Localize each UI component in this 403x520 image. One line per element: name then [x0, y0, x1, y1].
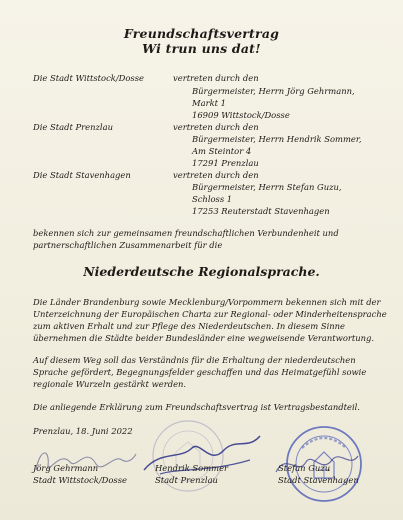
para2-line-1: Auf diesem Weg soll das Verständnis für die Erhaltung der niederdeutschen: [33, 355, 356, 365]
party-3-detail-3: 17253 Reuterstadt Stavenhagen: [192, 206, 330, 216]
party-2-rep: vertreten durch den: [173, 122, 259, 132]
party-2-detail-3: 17291 Prenzlau: [192, 158, 259, 168]
party-3-detail-1: Bürgermeister, Herrn Stefan Guzu,: [192, 182, 342, 192]
para1-line-1: Die Länder Brandenburg sowie Mecklenburg/Vorpommern bekennen sich mit der: [33, 297, 381, 307]
signatory-2-city: Stadt Prenzlau: [155, 475, 218, 485]
party-2-detail-2: Am Steintor 4: [192, 146, 252, 156]
place-date: Prenzlau, 18. Juni 2022: [33, 426, 133, 436]
party-2-detail-1: Bürgermeister, Herrn Hendrik Sommer,: [192, 134, 362, 144]
party-1-detail-1: Bürgermeister, Herrn Jörg Gehrmann,: [192, 86, 355, 96]
section-heading: Niederdeutsche Regionalsprache.: [83, 264, 320, 279]
party-3-detail-2: Schloss 1: [192, 194, 233, 204]
para2-line-2: Sprache gefördert, Begegnungsfelder geschaffen und das Heimatgefühl sowie: [33, 367, 367, 377]
intro-line-1: bekennen sich zur gemeinsamen freundschaftlichen Verbundenheit und: [33, 228, 339, 238]
document-subtitle: Wi trun uns dat!: [142, 41, 261, 56]
party-3-rep: vertreten durch den: [173, 170, 259, 180]
party-1-rep: vertreten durch den: [173, 73, 259, 83]
para1-line-3: zum aktiven Erhalt und zur Pflege des Niederdeutschen. In diesem Sinne: [33, 321, 345, 331]
party-2-name: Die Stadt Prenzlau: [33, 122, 113, 132]
signatory-2-name: Hendrik Sommer: [155, 463, 229, 473]
party-1-name: Die Stadt Wittstock/Dosse: [33, 73, 144, 83]
signatory-1-name: Jörg Gehrmann: [33, 463, 99, 473]
party-1-detail-3: 16909 Wittstock/Dosse: [192, 110, 290, 120]
para2-line-3: regionale Wurzeln gestärkt werden.: [33, 379, 187, 389]
para1-line-2: Unterzeichnung der Europäischen Charta zur Regional- oder Minderheitensprache: [33, 309, 387, 319]
signatory-1-city: Stadt Wittstock/Dosse: [33, 475, 127, 485]
document-title: Freundschaftsvertrag: [123, 26, 280, 41]
party-1-detail-2: Markt 1: [192, 98, 227, 108]
para1-line-4: übernehmen die Städte beider Bundesländer eine wegweisende Verantwortung.: [33, 333, 375, 343]
intro-line-2: partnerschaftlichen Zusammenarbeit für die: [33, 240, 223, 250]
signatory-3-name: Stefan Guzu: [278, 463, 331, 473]
signature-gehrmann: [30, 440, 140, 480]
party-3-name: Die Stadt Stavenhagen: [33, 170, 131, 180]
signatory-3-city: Stadt Stavenhagen: [278, 475, 359, 485]
para3-line: Die anliegende Erklärung zum Freundschaftsvertrag ist Vertragsbestandteil.: [33, 402, 360, 412]
